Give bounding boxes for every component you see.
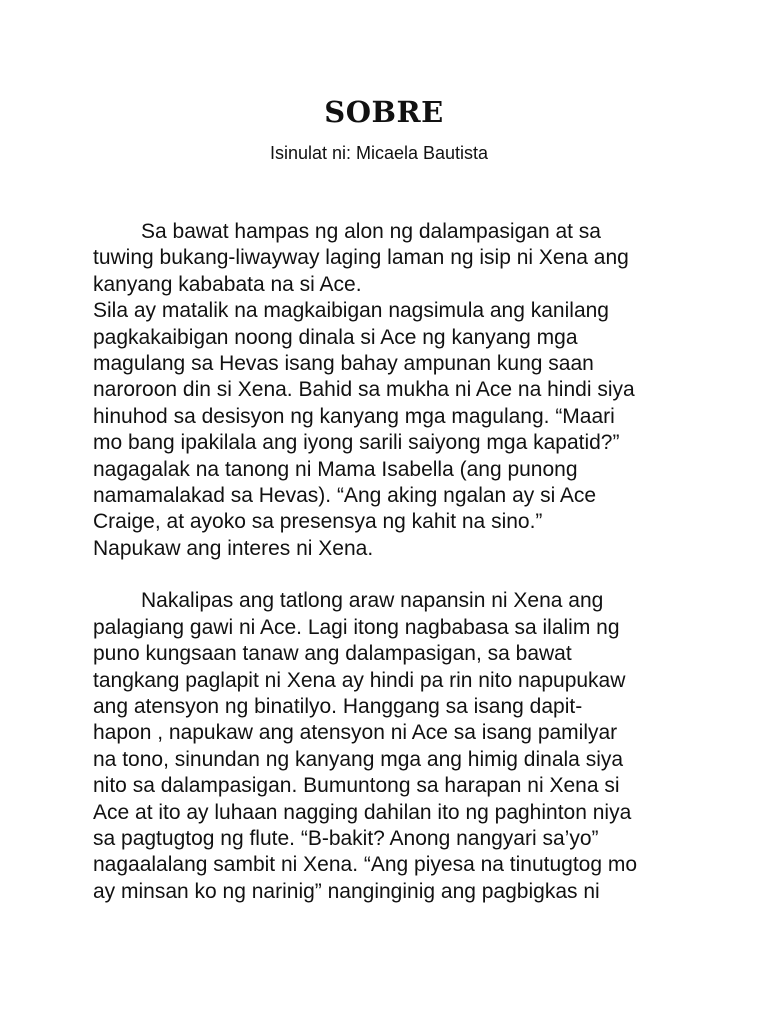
text-line: Ace at ito ay luhaan nagging dahilan ito ng paghinton niya — [93, 800, 632, 824]
text-line: Craige, at ayoko sa presensya ng kahit na sino.” — [93, 510, 543, 534]
text-line: kanyang kababata na si Ace. — [93, 272, 362, 296]
paragraph — [93, 588, 693, 905]
text-line: nagagalak na tanong ni Mama Isabella (ang punong — [93, 457, 578, 481]
paragraph — [93, 298, 693, 562]
text-line: hinuhod sa desisyon ng kanyang mga magulang. “Maari — [93, 404, 615, 428]
text-line: Sila ay matalik na magkaibigan nagsimula ang kanilang — [93, 299, 609, 323]
text-line: nito sa dalampasigan. Bumuntong sa harapan ni Xena si — [93, 774, 620, 798]
text-line: puno kungsaan tanaw ang dalampasigan, sa bawat — [93, 642, 572, 666]
text-line: hapon , napukaw ang atensyon ni Ace sa isang pamilyar — [93, 721, 618, 745]
text-line: sa pagtugtog ng flute. “B-bakit? Anong nangyari sa’yo” — [93, 826, 599, 850]
text-line: ang atensyon ng binatilyo. Hanggang sa isang dapit- — [93, 695, 583, 719]
text-line: magulang sa Hevas isang bahay ampunan kung saan — [93, 351, 594, 375]
text-line: ay minsan ko ng narinig” nanginginig ang pagbigkas ni — [93, 879, 600, 903]
text-line: tangkang paglapit ni Xena ay hindi pa rin nito napupukaw — [93, 668, 626, 692]
text-line: palagiang gawi ni Ace. Lagi itong nagbabasa sa ilalim ng — [93, 615, 620, 639]
text-line: tuwing bukang-liwayway laging laman ng isip ni Xena ang — [93, 246, 629, 270]
paragraph-spacer — [93, 562, 693, 588]
text-line: na tono, sinundan ng kanyang mga ang himig dinala siya — [93, 747, 624, 771]
paragraph — [93, 219, 693, 298]
text-line: naroroon din si Xena. Bahid sa mukha ni Ace na hindi siya — [93, 378, 635, 402]
text-line: Sa bawat hampas ng alon ng dalampasigan at sa — [141, 220, 601, 243]
text-line: nagaalalang sambit ni Xena. “Ang piyesa na tinutugtog mo — [93, 853, 638, 877]
author-byline: Isinulat ni: Micaela Bautista — [269, 143, 489, 163]
document-body — [93, 219, 693, 905]
document-title: SOBRE — [324, 95, 444, 129]
text-line: pagkakaibigan noong dinala si Ace ng kanyang mga — [93, 325, 578, 349]
text-line: Napukaw ang interes ni Xena. — [93, 536, 374, 560]
text-line: Nakalipas ang tatlong araw napansin ni Xena ang — [141, 589, 604, 613]
text-line: namamalakad sa Hevas). “Ang aking ngalan ay si Ace — [93, 483, 597, 507]
text-line: mo bang ipakilala ang iyong sarili saiyong mga kapatid?” — [93, 431, 620, 455]
